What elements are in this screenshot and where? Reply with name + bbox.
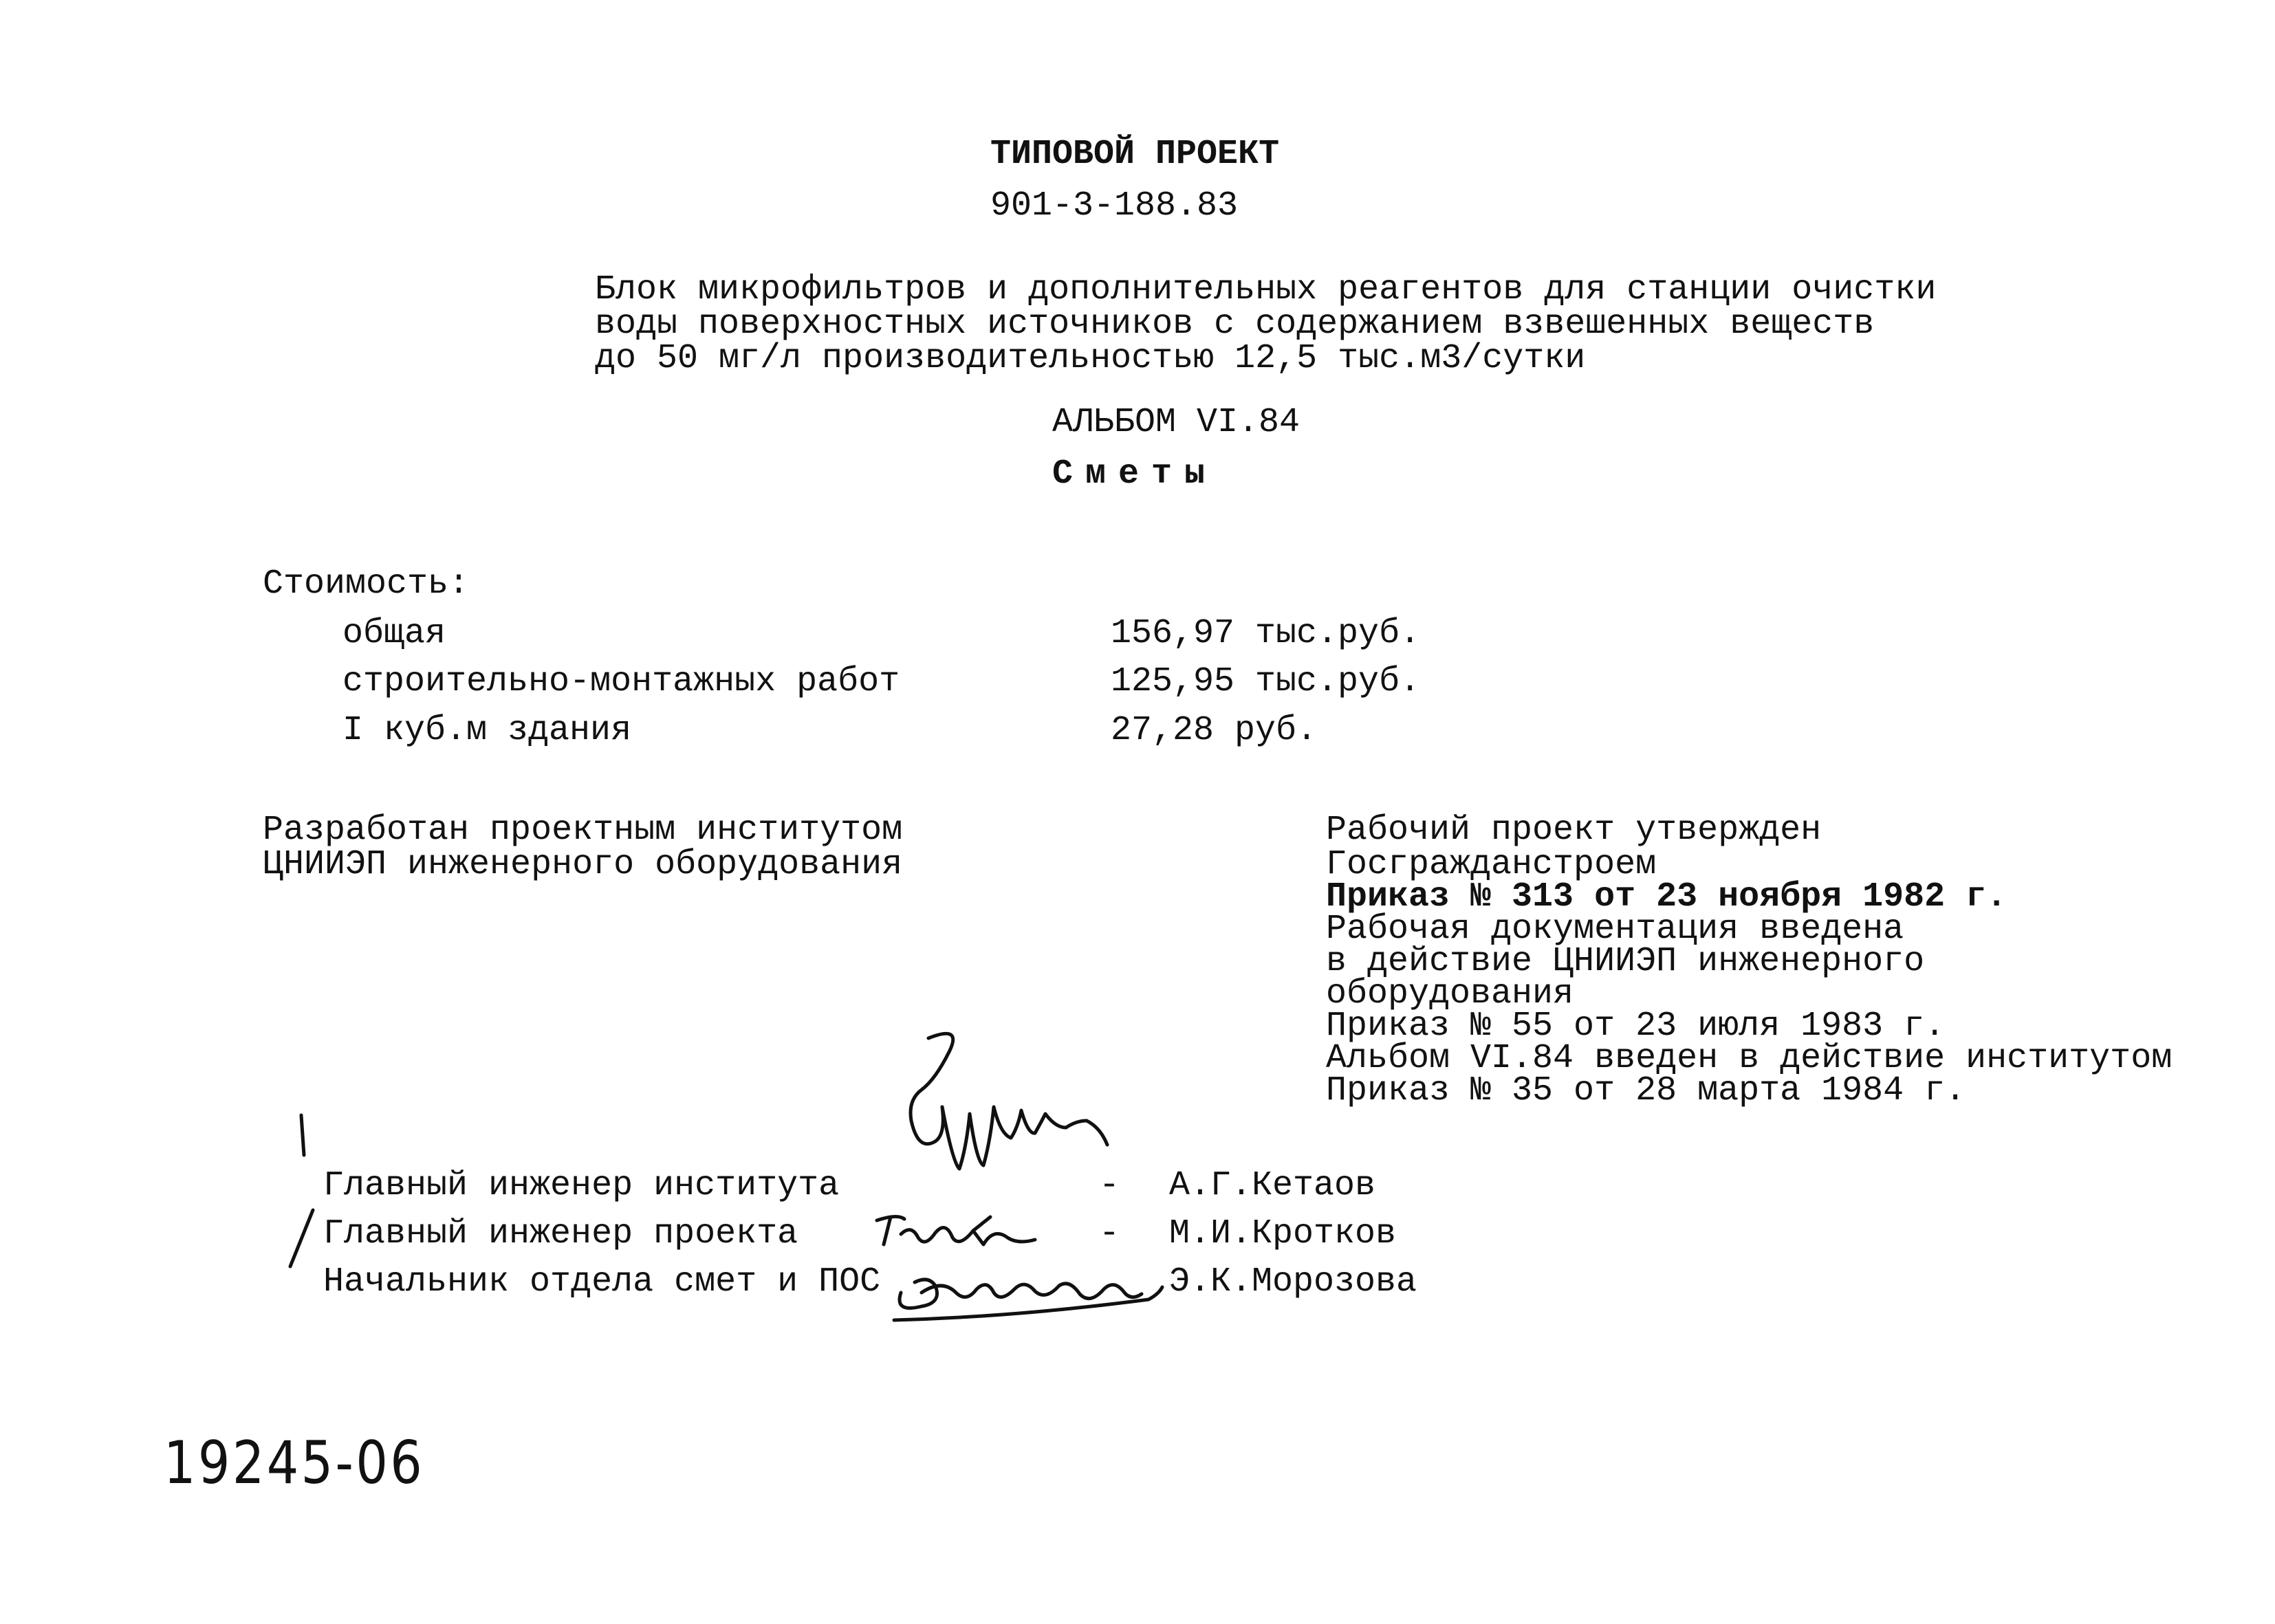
project-number: 901-3-188.83 [990,186,1239,226]
approval-line-1: Рабочий проект утвержден [1326,811,1822,850]
approval-line-3: Приказ № 313 от 23 ноября 1982 г. [1326,877,2007,917]
signatory-position-chief-engineer-project: Главный инженер проекта [323,1214,798,1253]
cost-value-total: 156,97 тыс.руб. [1111,614,1421,653]
approval-line-4: Рабочая документация введена [1326,910,1904,949]
approval-line-9: Приказ № 35 от 28 марта 1984 г. [1326,1071,1966,1110]
signatory-position-head-of-estimates: Начальник отдела смет и ПОС [323,1262,881,1302]
signature-dash: - [1099,1166,1120,1205]
album-subtitle: Сметы [1052,454,1218,494]
handwritten-signature-morozova [880,1251,1169,1327]
project-description-line-1: Блок микрофильтров и дополнительных реагентов для станции очистки [595,270,1937,309]
cost-label-per-cubic-meter: I куб.м здания [342,711,632,750]
project-description-line-3: до 50 мг/л производительностью 12,5 тыс.м3/сутки [595,339,1586,378]
cost-label-construction: строительно-монтажных работ [342,662,900,701]
archive-stamp-number: 19245-06 [164,1429,425,1497]
project-description-line-2: воды поверхностных источников с содержанием взвешенных веществ [595,305,1875,344]
signature-dash: - [1099,1214,1120,1253]
developer-line-2: ЦНИИЭП инженерного оборудования [263,845,903,884]
signatory-name-head-of-estimates: Э.К.Морозова [1169,1262,1417,1302]
approval-line-2: Госгражданстроем [1326,845,1657,884]
developer-line-1: Разработан проектным институтом [263,811,903,850]
album-title: АЛЬБОМ VI.84 [1052,403,1300,442]
signatory-position-chief-engineer-institute: Главный инженер института [323,1166,840,1205]
cost-label-total: общая [342,614,446,653]
doc-type-title: ТИПОВОЙ ПРОЕКТ [990,135,1280,174]
cost-heading: Стоимость: [263,564,470,604]
cost-value-construction: 125,95 тыс.руб. [1111,662,1421,701]
approval-line-8: Альбом VI.84 введен в действие институтом [1326,1039,2173,1078]
approval-line-5: в действие ЦНИИЭП инженерного [1326,942,1925,981]
approval-line-7: Приказ № 55 от 23 июля 1983 г. [1326,1007,1946,1046]
signatory-name-chief-engineer-institute: А.Г.Кетаов [1169,1166,1376,1205]
handwritten-signature-ketaov [880,1024,1114,1189]
approval-line-6: оборудования [1326,974,1574,1013]
signatory-name-chief-engineer-project: М.И.Кротков [1169,1214,1397,1253]
cost-value-per-cubic-meter: 27,28 руб. [1111,711,1318,750]
